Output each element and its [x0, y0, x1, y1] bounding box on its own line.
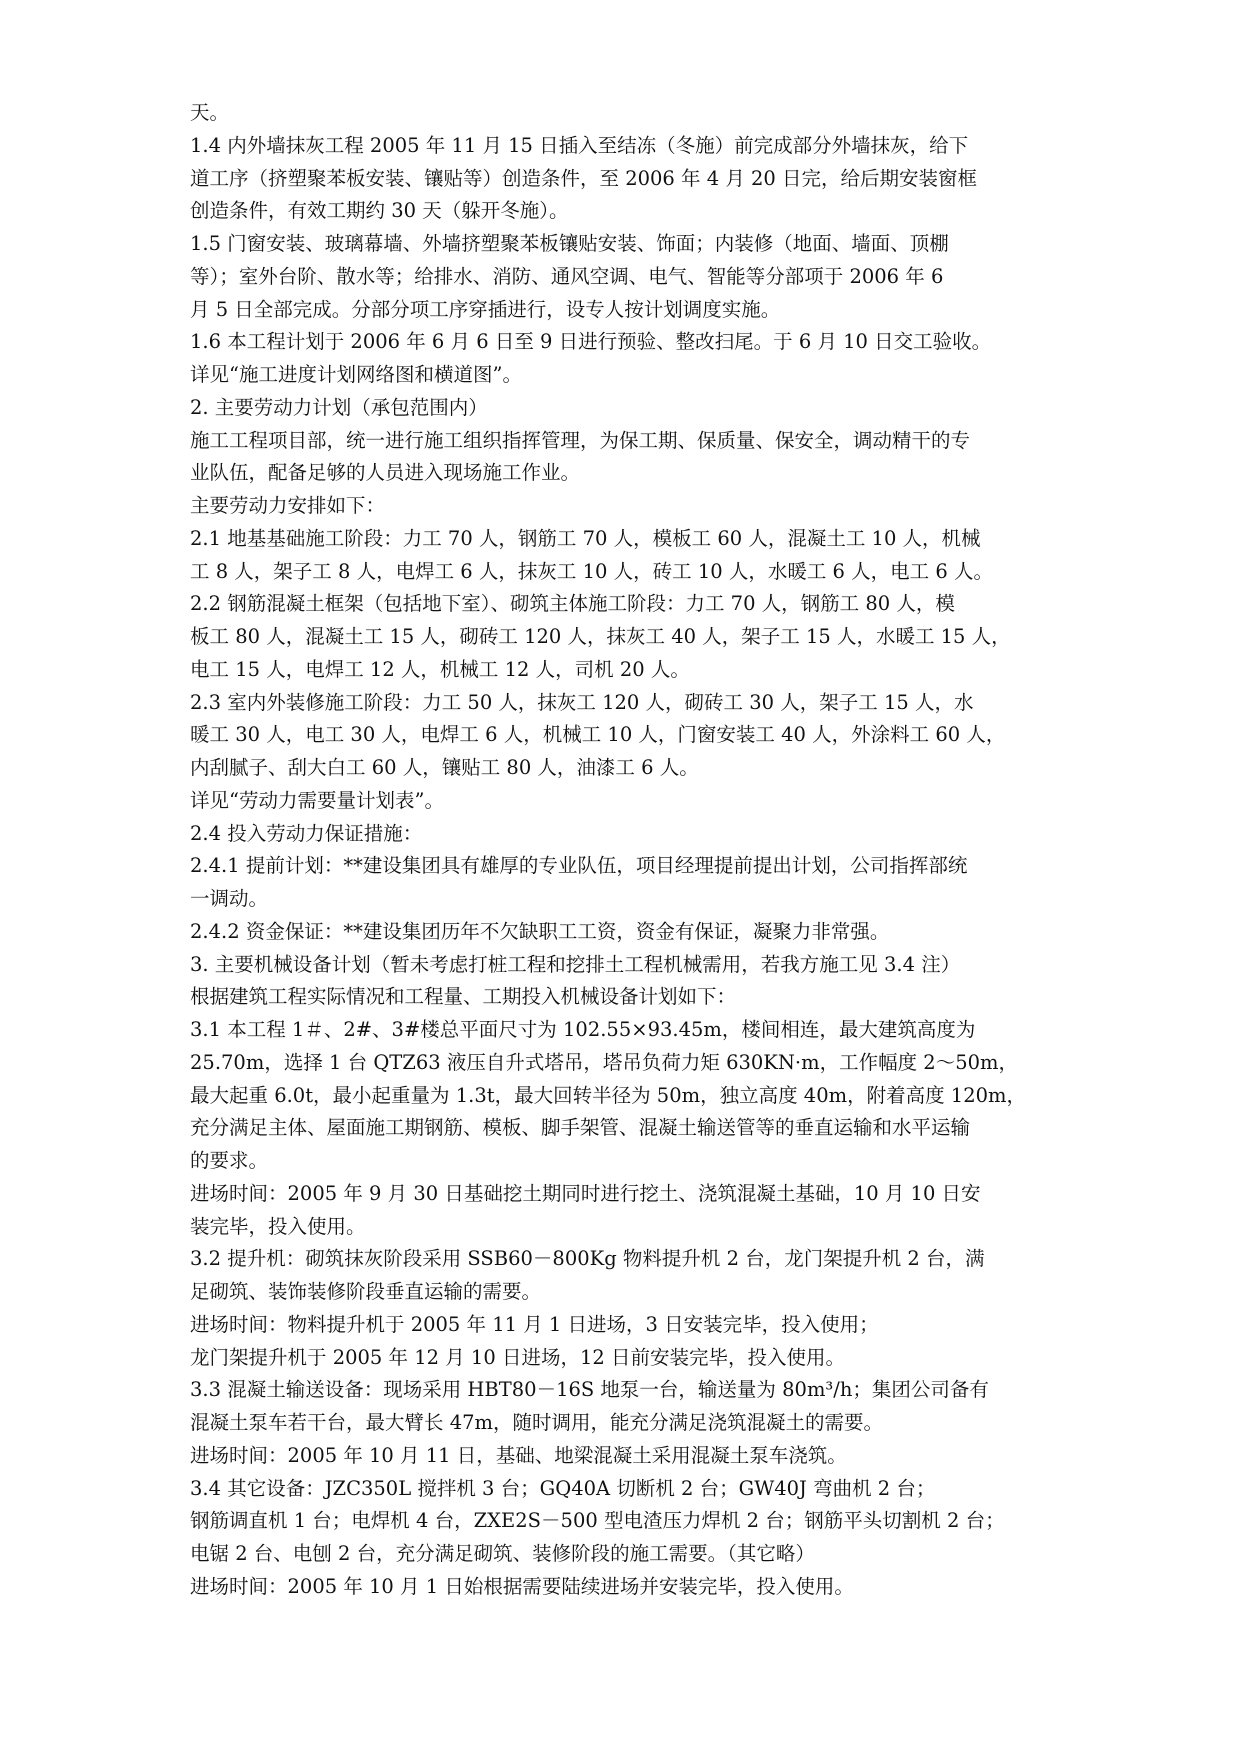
text-line: 板工 80 人，混凝土工 15 人，砌砖工 120 人，抹灰工 40 人，架子工 15 人，水暖工 15 人， [190, 625, 1011, 648]
text-line: 详见“劳动力需要量计划表”。 [190, 788, 444, 812]
text-line: 根据建筑工程实际情况和工程量、工期投入机械设备计划如下： [190, 985, 737, 1009]
document-body [190, 97, 1070, 1604]
text-line: 电工 15 人，电焊工 12 人，机械工 12 人，司机 20 人。 [190, 657, 690, 681]
text-line: 2.2 钢筋混凝土框架（包括地下室）、砌筑主体施工阶段：力工 70 人，钢筋工 80 人，模 [190, 592, 955, 616]
text-line: 最大起重 6.0t，最小起重量为 1.3t，最大回转半径为 50m，独立高度 40m，附着高度 120m， [190, 1083, 1027, 1107]
text-line: 足砌筑、装饰装修阶段垂直运输的需要。 [190, 1280, 542, 1303]
text-line: 2.4 投入劳动力保证措施： [190, 821, 423, 845]
text-line: 装完毕，投入使用。 [190, 1214, 366, 1238]
text-line: 电锯 2 台、电刨 2 台，充分满足砌筑、装修阶段的施工需要。（其它略） [190, 1542, 815, 1565]
text-line: 2.4.2 资金保证：**建设集团历年不欠缺职工工资，资金有保证，凝聚力非常强。 [190, 919, 890, 943]
text-line: 业队伍，配备足够的人员进入现场施工作业。 [190, 461, 581, 485]
text-line: 一调动。 [190, 887, 269, 910]
text-line: 3.1 本工程 1＃、2#、3#楼总平面尺寸为 102.55×93.45m，楼间相连，最大建筑高度为 [190, 1018, 976, 1041]
text-line: 创造条件，有效工期约 30 天（躲开冬施）。 [190, 199, 569, 223]
text-line: 主要劳动力安排如下： [190, 494, 386, 517]
text-line: 进场时间：2005 年 9 月 30 日基础挖土期同时进行挖土、浇筑混凝土基础，10 月 10 日安 [190, 1181, 981, 1205]
text-line: 混凝土泵车若干台，最大臂长 47m，随时调用，能充分满足浇筑混凝土的需要。 [190, 1411, 884, 1434]
text-line: 详见“施工进度计划网络图和横道图”。 [190, 363, 522, 386]
text-line: 道工序（挤塑聚苯板安装、镶贴等）创造条件，至 2006 年 4 月 20 日完，给后期安装窗框 [190, 166, 978, 190]
text-line: 2.3 室内外装修施工阶段：力工 50 人，抹灰工 120 人，砌砖工 30 人，架子工 15 人，水 [190, 690, 974, 714]
text-line: 月 5 日全部完成。分部分项工序穿插进行，设专人按计划调度实施。 [190, 297, 781, 321]
text-line: 2.1 地基基础施工阶段：力工 70 人，钢筋工 70 人，模板工 60 人，混凝土工 10 人，机械 [190, 526, 981, 550]
text-line: 3.2 提升机：砌筑抹灰阶段采用 SSB60－800Kg 物料提升机 2 台，龙门架提升机 2 台，满 [190, 1247, 985, 1271]
text-line: 工 8 人，架子工 8 人，电焊工 6 人，抹灰工 10 人，砖工 10 人，水暖工 6 人，电工 6 人。 [190, 559, 993, 583]
text-line: 的要求。 [190, 1149, 269, 1172]
text-line: 1.6 本工程计划于 2006 年 6 月 6 日至 9 日进行预验、整改扫尾。于 6 月 10 日交工验收。 [190, 330, 992, 354]
text-line: 3.3 混凝土输送设备：现场采用 HBT80－16S 地泵一台，输送量为 80m³/h；集团公司备有 [190, 1378, 989, 1402]
text-line: 内刮腻子、刮大白工 60 人，镶贴工 80 人，油漆工 6 人。 [190, 756, 699, 779]
text-line: 龙门架提升机于 2005 年 12 月 10 日进场，12 日前安装完毕，投入使用。 [190, 1345, 845, 1369]
text-line: 进场时间：物料提升机于 2005 年 11 月 1 日进场，3 日安装完毕，投入使用； [190, 1312, 879, 1336]
text-line: 充分满足主体、屋面施工期钢筋、模板、脚手架管、混凝土输送管等的垂直运输和水平运输 [190, 1116, 971, 1140]
text-line: 进场时间：2005 年 10 月 11 日，基础、地梁混凝土采用混凝土泵车浇筑。 [190, 1443, 847, 1467]
text-line: 1.5 门窗安装、玻璃幕墙、外墙挤塑聚苯板镶贴安装、饰面；内装修（地面、墙面、顶棚 [190, 232, 949, 255]
text-line: 25.70m，选择 1 台 QTZ63 液压自升式塔吊，塔吊负荷力矩 630KN·m，工作幅度 2～50m， [190, 1050, 1019, 1074]
section-heading: 3. 主要机械设备计划（暂未考虑打桩工程和挖排土工程机械需用，若我方施工见 3.4 注） [190, 952, 961, 976]
text-line: 暖工 30 人，电工 30 人，电焊工 6 人，机械工 10 人，门窗安装工 40 人，外涂料工 60 人， [190, 723, 1006, 747]
section-heading: 2. 主要劳动力计划（承包范围内） [190, 395, 488, 419]
text-line: 1.4 内外墙抹灰工程 2005 年 11 月 15 日插入至结冻（冬施）前完成部分外墙抹灰，给下 [190, 133, 969, 157]
text-line: 天。 [190, 101, 230, 124]
text-line: 等）；室外台阶、散水等；给排水、消防、通风空调、电气、智能等分部项于 2006 年 6 [190, 264, 944, 288]
text-line: 3.4 其它设备：JZC350L 搅拌机 3 台；GQ40A 切断机 2 台；GW40J 弯曲机 2 台； [190, 1476, 936, 1500]
text-line: 进场时间：2005 年 10 月 1 日始根据需要陆续进场并安装完毕，投入使用。 [190, 1574, 854, 1598]
text-line: 2.4.1 提前计划：**建设集团具有雄厚的专业队伍，项目经理提前提出计划，公司指挥部统 [190, 854, 968, 878]
text-line: 钢筋调直机 1 台；电焊机 4 台，ZXE2S－500 型电渣压力焊机 2 台；钢筋平头切割机 2 台； [190, 1509, 1005, 1533]
text-line: 施工工程项目部，统一进行施工组织指挥管理，为保工期、保质量、保安全，调动精干的专 [190, 428, 971, 452]
